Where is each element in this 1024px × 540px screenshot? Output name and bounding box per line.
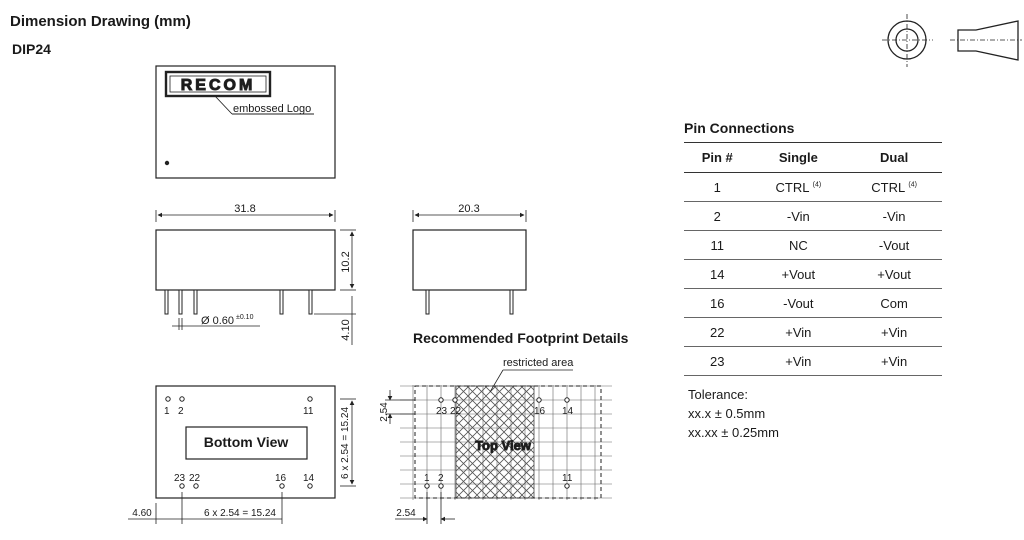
pin-cell: 22 — [684, 318, 750, 347]
single-cell: NC — [750, 231, 846, 260]
pin-cell: 23 — [684, 347, 750, 376]
bottom-view-drawing — [128, 386, 356, 524]
table-row — [684, 202, 942, 231]
top-view-drawing — [156, 66, 335, 178]
logo-callout-label: embossed Logo — [233, 103, 312, 115]
bottom-pin-2-label: 2 — [178, 406, 184, 417]
fp-pin-2-label: 2 — [438, 473, 444, 484]
table-row — [684, 289, 942, 318]
pin-cell: 16 — [684, 289, 750, 318]
table-header-row — [684, 143, 942, 173]
side-view-drawing — [156, 210, 356, 345]
bottom-pin-23-label: 23 — [174, 473, 186, 484]
dual-cell: CTRL $^{(4)}$ — [846, 173, 942, 202]
height-dimension: 10.2 — [340, 251, 352, 273]
projection-symbol-icon — [882, 14, 1022, 67]
footnote-mark: (4) — [812, 181, 822, 189]
fp-pitch-vertical: 2.54 — [379, 402, 390, 422]
pin-length-dimension: 4.10 — [340, 319, 352, 341]
footprint-title: Recommended Footprint Details — [413, 330, 629, 346]
bottom-row-spacing: 6 x 2.54 = 15.24 — [340, 406, 351, 480]
dual-cell: +Vout — [846, 260, 942, 289]
col-dual-header: Dual — [846, 143, 942, 173]
dual-cell: -Vout — [846, 231, 942, 260]
table-row — [684, 231, 942, 260]
restricted-area-label: restricted area — [503, 357, 574, 369]
fp-pin-22-label: 22 — [450, 406, 462, 417]
tolerance-line-2: xx.xx ± 0.25mm — [688, 425, 779, 440]
dual-cell: -Vin — [846, 202, 942, 231]
bottom-view-label: Bottom View — [203, 434, 289, 450]
pin-diameter-tolerance: ±0.10 — [236, 314, 254, 321]
top-view-label: Top View — [475, 438, 531, 453]
fp-pin-14-label: 14 — [562, 406, 574, 417]
pin-connections-panel — [684, 120, 946, 376]
table-row — [684, 318, 942, 347]
fp-pin-16-label: 16 — [534, 406, 546, 417]
tolerance-label: Tolerance: — [688, 387, 748, 402]
tolerance-line-1: xx.x ± 0.5mm — [688, 406, 766, 421]
bottom-edge-offset: 4.60 — [132, 508, 152, 519]
pin-cell: 1 — [684, 173, 750, 202]
pin-diameter-dimension: Ø 0.60 — [201, 315, 235, 327]
footnote-mark: (4) — [908, 181, 917, 189]
bottom-pin-11-label: 11 — [303, 406, 314, 417]
single-cell: +Vout — [750, 260, 846, 289]
single-cell: -Vout — [750, 289, 846, 318]
bottom-col-spacing: 6 x 2.54 = 15.24 — [203, 508, 277, 519]
pin1-marker — [165, 161, 169, 165]
tolerance-note — [688, 385, 779, 442]
dual-cell: +Vin — [846, 318, 942, 347]
bottom-pin-16-label: 16 — [275, 473, 287, 484]
package-subtitle: DIP24 — [12, 41, 51, 57]
pin-connections-title: Pin Connections — [684, 120, 795, 136]
col-pin-header: Pin # — [684, 143, 750, 173]
col-single-header: Single — [750, 143, 846, 173]
single-cell: CTRL $^{(4)}$ — [750, 173, 846, 202]
bottom-pin-1-label: 1 — [164, 406, 170, 417]
pin-cell: 11 — [684, 231, 750, 260]
length-dimension: 31.8 — [234, 203, 256, 215]
pin-cell: 2 — [684, 202, 750, 231]
table-row — [684, 260, 942, 289]
fp-pin-23-label: 23 — [436, 406, 448, 417]
single-cell: -Vin — [750, 202, 846, 231]
pin-cell: 14 — [684, 260, 750, 289]
dual-cell: +Vin — [846, 347, 942, 376]
single-cell: +Vin — [750, 318, 846, 347]
single-cell: +Vin — [750, 347, 846, 376]
pin-connections-table — [684, 142, 942, 376]
bottom-pin-22-label: 22 — [189, 473, 201, 484]
fp-pitch-horizontal: 2.54 — [396, 508, 416, 519]
recom-logo: RECOM — [180, 77, 256, 94]
dual-cell: Com — [846, 289, 942, 318]
width-dimension: 20.3 — [458, 203, 480, 215]
fp-pin-11-label: 11 — [562, 473, 573, 484]
bottom-pin-14-label: 14 — [303, 473, 315, 484]
fp-pin-1-label: 1 — [424, 473, 430, 484]
table-row — [684, 173, 942, 202]
end-view-drawing — [413, 210, 526, 314]
page-title: Dimension Drawing (mm) — [10, 13, 191, 30]
table-row — [684, 347, 942, 376]
